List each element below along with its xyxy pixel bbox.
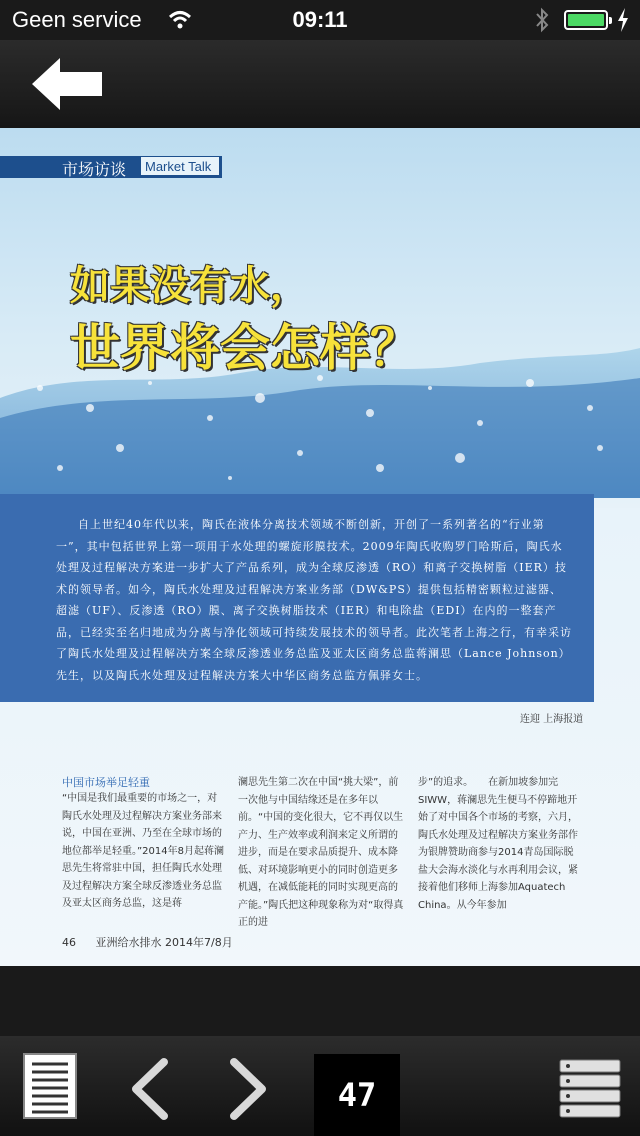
page-footer bbox=[62, 934, 233, 950]
bottom-toolbar bbox=[0, 1036, 640, 1136]
headline-line1: 如果没有水， bbox=[70, 262, 310, 309]
column-2-text: 澜思先生第二次在中国“挑大梁”，前一次他与中国结缘还是在多年以前。“中国的变化很大，它不再仅以生产力、生产效率或利润来定义所谓的进步，而是在要求品质提升、成本降低、对环境影响更小的同时创造更多机遇，在减低能耗的同时实现更高的产能。”陶氏把这种现象称为对“取得真正的进 bbox=[238, 777, 404, 928]
journal-name: 亚洲给水排水 2014年7/8月 bbox=[95, 936, 233, 949]
document-icon[interactable] bbox=[22, 1052, 78, 1120]
section-title-en: Market Talk bbox=[140, 156, 220, 176]
article-column-1 bbox=[62, 790, 224, 913]
article-column-2 bbox=[238, 774, 404, 932]
magazine-page[interactable] bbox=[0, 128, 640, 966]
article-subhead: 中国市场举足轻重 bbox=[62, 776, 150, 789]
top-toolbar bbox=[0, 40, 640, 128]
section-tag bbox=[0, 156, 222, 178]
section-title-zh: 市场访谈 bbox=[62, 160, 127, 179]
headline-line2: 世界将会怎样？ bbox=[70, 318, 420, 377]
charging-icon bbox=[616, 8, 630, 32]
status-time: 09:11 bbox=[292, 7, 348, 32]
article-column-3 bbox=[418, 774, 582, 914]
status-bar bbox=[0, 0, 640, 40]
intro-text: 自上世纪40年代以来，陶氏在液体分离技术领域不断创新，开创了一系列著名的“行业第一”，其中包括世界上第一项用于水处理的螺旋形膜技术。2009年陶氏收购罗门哈斯后，陶氏水处理及过程解决方案进一步扩大了产品系列，成为全球反渗透（RO）和离子交换树脂（IER）技术的领导者。如今，陶氏水处理及过程解决方案业务部（DW&PS）提供包括精密颗粒过滤器、超滤（UF）、反渗透（RO）膜、离子交换树脂技术（IER）和电除盐（EDI）在内的一整套产品，已经实至名归地成为分离与净化领域可持续发展技术的领导者。此次笔者上海之行，有幸采访了陶氏水处理及过程解决方案全球反渗透业务总监及亚太区商务总监蒋澜思（Lance Johnson）先生，以及陶氏水处理及过程解决方案大中华区商务总监方佩驿女士。 bbox=[56, 518, 572, 682]
column-3-text: 步”的追求。 在新加坡参加完SIWW，蒋澜思先生便马不停蹄地开始了对中国各个市场的考察，六月，陶氏水处理及过程解决方案业务部作为银牌赞助商参与2014青岛国际脱盐大会海水淡化与水再利用会议，紧接着他们移师上海参加Aquatech China。从今年参加 bbox=[418, 777, 578, 911]
intro-box bbox=[0, 494, 594, 702]
reporter-byline: 连迎 上海报道 bbox=[520, 714, 584, 725]
chevron-right-icon[interactable] bbox=[226, 1058, 270, 1120]
battery-icon bbox=[564, 10, 608, 30]
current-page-indicator: 47 bbox=[314, 1054, 400, 1136]
carrier-label: Geen service bbox=[12, 7, 142, 32]
column-1-text: “中国是我们最重要的市场之一，对陶氏水处理及过程解决方案业务部来说，中国在亚洲、乃至在全球市场的地位都举足轻重。”2014年8月起蒋澜思先生将常驻中国，担任陶氏水处理及过程解决方案全球反渗透业务总监及亚太区商务总监，这是蒋 bbox=[62, 793, 224, 909]
printed-page-number: 46 bbox=[62, 936, 76, 949]
chevron-left-icon[interactable] bbox=[128, 1058, 172, 1120]
bluetooth-icon bbox=[534, 7, 550, 33]
back-arrow-icon[interactable] bbox=[30, 56, 104, 112]
list-icon[interactable] bbox=[558, 1058, 622, 1118]
